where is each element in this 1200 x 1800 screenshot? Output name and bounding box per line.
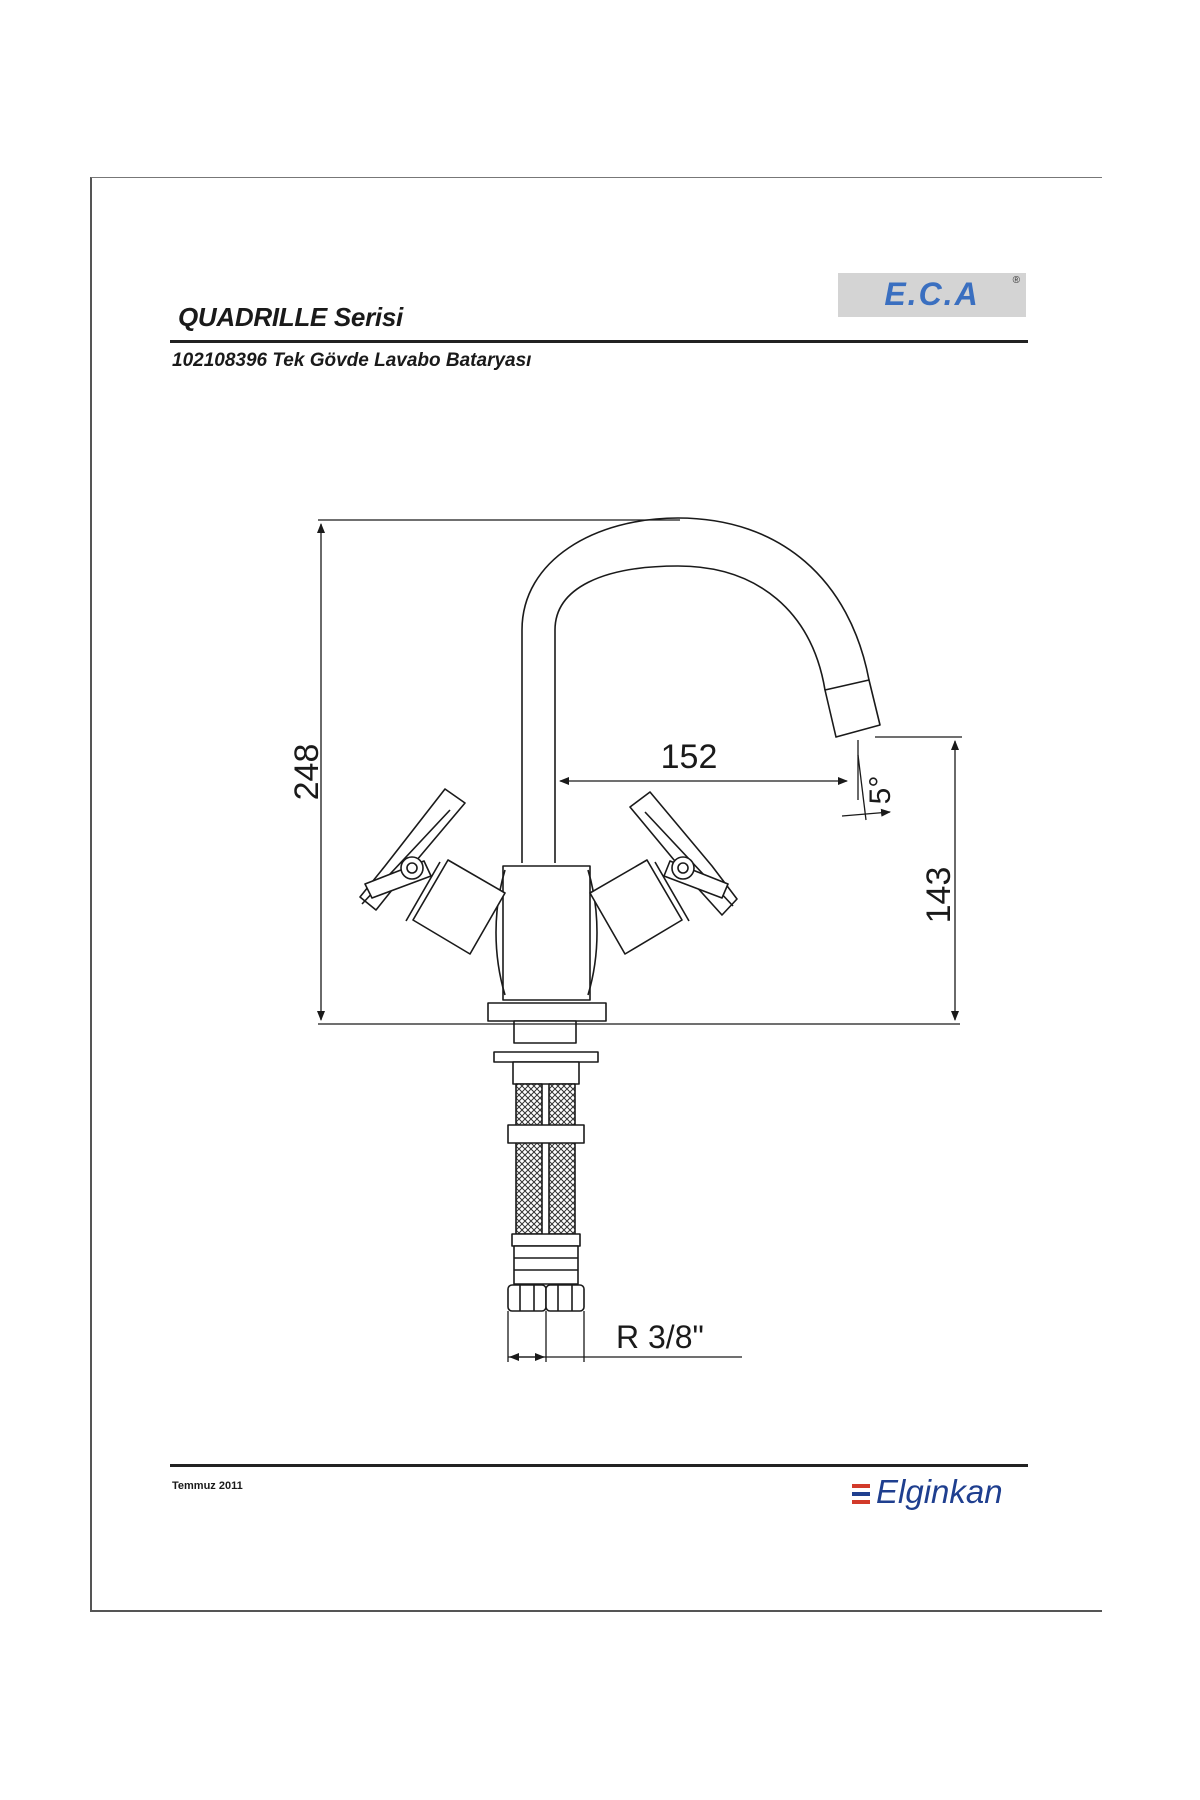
right-valve [590,792,737,954]
product-line: 102108396 Tek Gövde Lavabo Bataryası [172,350,532,371]
left-valve [360,789,505,954]
elginkan-stripes-icon [852,1484,870,1504]
hose-nut-left [508,1285,546,1311]
dim-label-spout-height: 143 [920,866,958,924]
hose-nut-right [546,1285,584,1311]
dim-label-angle: 5° [864,775,897,805]
eca-logo-text: E.C.A [884,276,980,312]
elginkan-logo-text: Elginkan [876,1473,1003,1510]
washer [494,1052,598,1062]
footer-date: Temmuz 2011 [172,1480,243,1492]
spout-aerator [825,680,880,737]
footer-rule [170,1464,1028,1467]
faucet-outline [360,518,880,1311]
series-title: QUADRILLE Serisi [178,302,403,332]
hose-left [516,1084,542,1234]
dim-label-height: 248 [288,743,326,801]
registered-mark: ® [1012,275,1020,286]
elginkan-logo [852,1473,1032,1515]
faucet-body [503,866,590,1000]
hose-right [549,1084,575,1234]
spout-inner [555,566,825,863]
spout-outer [522,518,869,863]
dim-label-reach: 152 [660,738,718,776]
dim-label-thread: R 3/8" [616,1319,704,1355]
faucet-base [488,1003,606,1021]
